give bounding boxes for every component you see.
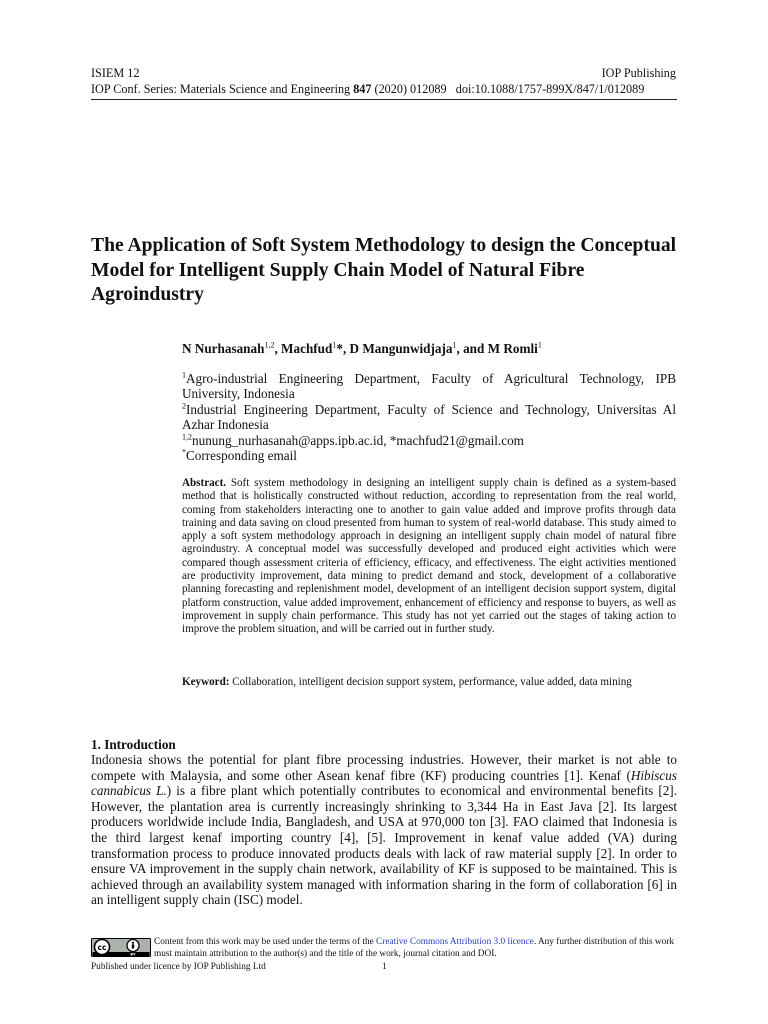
volume-number: 847 [353, 82, 372, 96]
author-2: Machfud$^1$*, [281, 340, 350, 356]
header-rule [91, 99, 677, 100]
author-list [182, 341, 682, 357]
paper-title: The Application of Soft System Methodology to design the Conceptual Model for Intelligent Supply Chain Model of Natural Fibre Agroindustry [91, 235, 677, 305]
license-link[interactable]: Creative Commons Attribution 3.0 licence [376, 937, 534, 947]
keywords-label: Keyword: [182, 676, 230, 688]
corresponding-note: *Corresponding email [182, 447, 297, 464]
svg-text:cc: cc [97, 942, 107, 952]
doi[interactable]: doi:10.1088/1757-899X/847/1/012089 [455, 82, 645, 96]
section-heading-introduction: 1. Introduction [91, 737, 176, 752]
abstract-text: Soft system methodology in designing an intelligent supply chain is defined as a system-based method that is holistically constructed without reduction, according to representation from the real world, coming from stakeholders interacting one to another to gain value added and improve profits through data training and data saving on cloud presented from human to system of real-world database. This study aimed to apply a soft system methodology approach in designing an intelligent supply chain model of natural fibre agroindustry. A conceptual model was successfully developed and produced eight activities which were compared though assessment criteria of efficiency, efficacy, and effectiveness. The eight activities mentioned are productivity improvement, data mining to predict demand and stock, development of a collaborative planning forecasting and replenishment model, development of an intelligent decision support system, digital platform construction, value added improvement, enhancement of efficiency and response to buyers, as well as improvement in supply chain performance. This study has not yet carried out the stages of taking action to improve the problem situation, and will be carried out in further study. [182, 477, 676, 636]
author-3: D Mangunwidjaja$^1$, and [349, 340, 488, 356]
keywords-text: Collaboration, intelligent decision support system, performance, value added, data mining [229, 676, 632, 688]
series-suffix: (2020) 012089 [371, 82, 447, 96]
author-1: N Nurhasanah$^{1,2}$, [182, 340, 282, 356]
keywords [182, 676, 676, 689]
series-prefix: IOP Conf. Series: Materials Science and Engineering [91, 82, 354, 96]
author-4: M Romli$^1$ [487, 340, 542, 356]
species-name: Hibiscus cannabicus L. [91, 767, 677, 799]
abstract-label: Abstract. [182, 477, 227, 489]
cc-badge-text: BY [130, 952, 136, 957]
affiliation-2: $^2$Industrial Engineering Department, Faculty of Science and Technology, Universitas Al Azhar Indonesia [182, 401, 676, 433]
affiliations [182, 371, 676, 463]
author-emails[interactable]: $^{1,2}$nunung_nurhasanah@apps.ipb.ac.id, *machfud21@gmail.com [182, 432, 524, 448]
introduction-paragraph: Indonesia shows the potential for plant fibre processing industries. However, their market is not able to compete with Malaysia, and some other Asean kenaf fibre (KF) producing countries [1]. Kenaf (Hibiscus cannabicus L.) is a fibre plant which potentially contributes to economical and environmental benefits [2]. However, the plantation area is currently increasingly shrinking to 3,344 Ha in East Java [2]. Its largest producers worldwide include India, Bangladesh, and USA at 970,000 ton [3]. FAO claimed that Indonesia is the third largest kenaf importing country [4], [5]. Improvement in kenaf value added (VA) during transformation process to produce innovated products deals with lack of raw material supply [2]. In order to ensure VA improvement in the supply chain network, availability of KF is supposed to be maintained. This is achieved through an availability system managed with information sharing in the form of collaboration [6] in an intelligent supply chain (ISC) model. [91, 752, 677, 908]
license-notice: Content from this work may be used under the terms of the Creative Commons Attribution 3.0 licence. Any further distribution of this work must maintain attribution to the author(s) and the title of the work, journal citation and DOI. [154, 937, 675, 959]
publisher-name: IOP Publishing [601, 66, 676, 80]
published-under: Published under licence by IOP Publishing Ltd [91, 962, 266, 972]
creative-commons-by-icon[interactable] [91, 938, 151, 957]
conference-name: ISIEM 12 [91, 66, 140, 80]
series-line [91, 82, 677, 97]
page-number: 1 [382, 962, 387, 972]
abstract [182, 477, 676, 637]
affiliation-1: $^1$Agro-industrial Engineering Department, Faculty of Agricultural Technology, IPB University, Indonesia [182, 370, 676, 402]
